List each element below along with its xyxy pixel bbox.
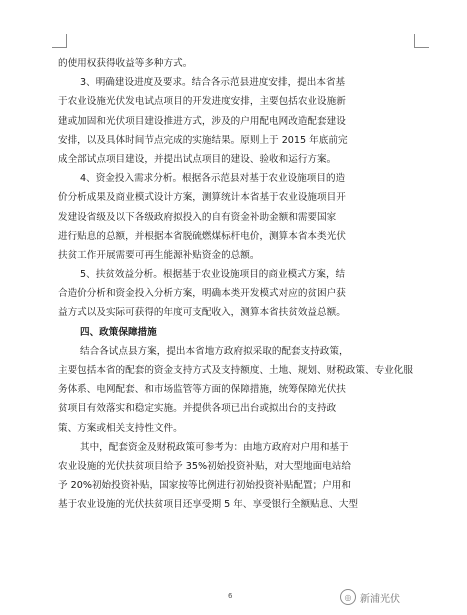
text-line: 5、扶贫效益分析。根据基于农业设施项目的商业模式方案，结 — [80, 269, 346, 281]
document-body — [58, 54, 420, 515]
text-line: 务体系、电网配套、和市场监管等方面的保障措施，统筹保障光伏扶 — [58, 384, 346, 396]
text-line: 发建设省级及以下各级政府拟投入的自有资金补助金额和需要国家 — [58, 211, 337, 223]
text-line: 予 20%初始投资补贴，国家按等比例进行初始投资补贴配置；户用和 — [58, 480, 351, 492]
watermark — [340, 589, 400, 605]
text-line: 基于农业设施的光伏扶贫项目还享受期 5 年、享受银行全额贴息、大型 — [58, 499, 359, 511]
crop-mark-top-left-v — [66, 34, 67, 48]
text-line: 于农业设施光伏发电试点项目的开发进度安排，主要包括农业设施新 — [58, 96, 346, 108]
text-line: 的使用权获得收益等多种方式。 — [58, 58, 193, 69]
text-line: 农业设施的光伏扶贫项目给予 35%初始投资补贴，对大型地面电站给 — [58, 460, 351, 472]
text-line: 3、明确建设进度及要求。结合各示范县进度安排，提出本省基 — [80, 77, 346, 89]
text-line: 扶贫工作开展需要可再生能源补贴资金的总额。 — [58, 249, 260, 261]
page-number: 6 — [228, 592, 233, 600]
text-line: 合造价分析和资金投入分析方案，明确本类开发模式对应的贫困户获 — [58, 288, 346, 300]
watermark-text: 新浦光伏 — [360, 593, 400, 605]
text-line: 4、资金投入需求分析。根据各示范县对基于农业设施项目的造 — [80, 173, 346, 185]
text-line: 建或加固和光伏项目建设推进方式，涉及的户用配电网改造配套建设 — [58, 115, 346, 127]
text-line: 其中，配套资金及财税政策可参考为：由地方政府对户用和基于 — [80, 441, 349, 453]
text-line: 主要包括本省的配套的资金支持方式及支持额度、土地、规划、财税政策、专业化服 — [58, 365, 413, 376]
text-line: 益方式以及实际可获得的年度可支配收入，测算本省扶贫效益总额。 — [58, 307, 346, 319]
text-line: 安排，以及具体时间节点完成的实施结果。原则上于 2015 年底前完 — [58, 134, 348, 146]
crop-mark-top-right-h — [415, 47, 429, 48]
crop-mark-top-right-v — [414, 34, 415, 48]
crop-mark-top-left-h — [52, 47, 66, 48]
text-line: 策、方案或相关支持性文件。 — [58, 422, 183, 434]
text-line: 贫项目有效落实和稳定实施。并提供各项已出台或拟出台的支持政 — [58, 403, 337, 415]
text-line: 价分析成果及商业模式设计方案，测算统计本省基于农业设施项目开 — [58, 192, 346, 204]
text-line: 结合各试点县方案，提出本省地方政府拟采取的配套支持政策， — [80, 345, 349, 357]
text-line: 成全部试点项目建设，并提出试点项目的建设、验收和运行方案。 — [58, 153, 337, 165]
text-line: 进行贴息的总额，并根据本省脱硫燃煤标杆电价，测算本省本类光伏 — [58, 230, 346, 242]
section-heading: 四、政策保障措施 — [80, 326, 157, 338]
wechat-logo-icon: ◎ — [340, 589, 356, 605]
